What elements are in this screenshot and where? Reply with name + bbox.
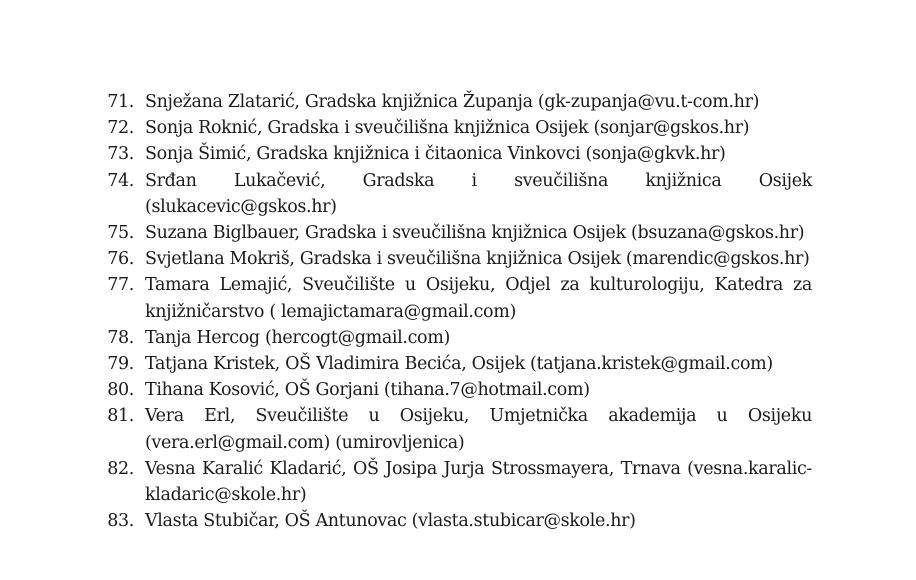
list-item-text: Tamara Lemajić, Sveučilište u Osijeku, Odjel za kulturologiju, Katedra za knjižničarstvo ( lemajictamara@gmail.com): [145, 275, 812, 322]
list-item-number: 75.: [107, 223, 134, 244]
list-item-text: Sonja Šimić, Gradska knjižnica i čitaonica Vinkovci (sonja@gkvk.hr): [145, 144, 726, 165]
list-item: [100, 351, 812, 377]
list-item: [100, 246, 812, 272]
list-item: [100, 272, 812, 324]
list-item-text: Vlasta Stubičar, OŠ Antunovac (vlasta.stubicar@skole.hr): [145, 511, 636, 532]
list-item-text: Vesna Karalić Kladarić, OŠ Josipa Jurja Strossmayera, Trnava (vesna.karalic-kladaric@skole.hr): [145, 458, 812, 506]
list-item-number: 76.: [107, 249, 134, 270]
list-item: [100, 325, 812, 351]
list-item-text: Snježana Zlatarić, Gradska knjižnica Županja (gk-zupanja@vu.t-com.hr): [145, 92, 760, 112]
list-item-number: 72.: [107, 118, 134, 139]
list-item-number: 73.: [107, 144, 134, 165]
list-item: [100, 508, 812, 534]
list-item-number: 82.: [107, 458, 134, 479]
list-item-number: 80.: [107, 380, 134, 401]
list-item: [100, 456, 812, 508]
list-item-text: Tihana Kosović, OŠ Gorjani (tihana.7@hotmail.com): [145, 380, 590, 401]
list-item: [100, 403, 812, 455]
list-item-text: Suzana Biglbauer, Gradska i sveučilišna knjižnica Osijek (bsuzana@gskos.hr): [145, 223, 805, 244]
participant-list: [100, 89, 812, 534]
list-item-number: 79.: [107, 354, 134, 375]
list-item: [100, 377, 812, 403]
list-item-number: 77.: [107, 275, 134, 296]
list-item-text: Tatjana Kristek, OŠ Vladimira Becića, Osijek (tatjana.kristek@gmail.com): [145, 354, 773, 375]
list-item: [100, 89, 812, 115]
list-item: [100, 220, 812, 246]
list-item-number: 83.: [107, 511, 134, 532]
list-item-text: Svjetlana Mokriš, Gradska i sveučilišna knjižnica Osijek (marendic@gskos.hr): [145, 249, 810, 270]
list-item: [100, 115, 812, 141]
list-item: [100, 168, 812, 220]
list-item-text: Sonja Roknić, Gradska i sveučilišna knjižnica Osijek (sonjar@gskos.hr): [145, 118, 750, 139]
list-item-text: Tanja Hercog (hercogt@gmail.com): [145, 327, 450, 348]
list-item-number: 74.: [107, 170, 134, 191]
list-item-number: 71.: [107, 92, 134, 112]
list-item-text: Vera Erl, Sveučilište u Osijeku, Umjetnička akademija u Osijeku (vera.erl@gmail.com) (umirovljenica): [145, 406, 812, 453]
list-item-number: 81.: [107, 406, 134, 427]
list-item: [100, 141, 812, 167]
list-item-text: Srđan Lukačević, Gradska i sveučilišna knjižnica Osijek (slukacevic@gskos.hr): [145, 170, 812, 217]
list-item-number: 78.: [107, 327, 134, 348]
